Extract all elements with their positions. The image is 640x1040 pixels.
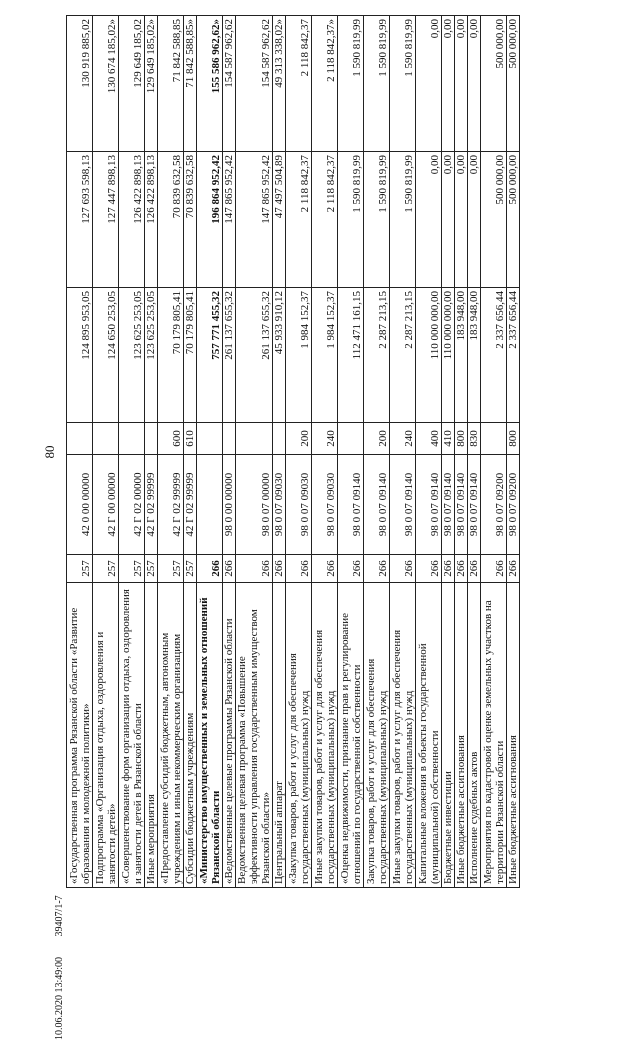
row-amount-year3: 154 587 962,62 <box>223 16 236 152</box>
row-code: 266 <box>312 555 338 583</box>
budget-table <box>66 15 520 888</box>
row-target-article: 42 Г 00 00000 <box>93 455 119 555</box>
row-target-article: 98 0 07 09140 <box>364 455 390 555</box>
row-target-article: 98 0 07 09140 <box>390 455 416 555</box>
row-amount-year2: 127 447 898,13 <box>93 152 119 288</box>
row-amount-year3: 1 590 819,99 <box>338 16 364 152</box>
row-expense-type: 200 <box>286 423 312 455</box>
row-target-article: 98 0 00 00000 <box>223 455 236 555</box>
row-code: 257 <box>67 555 93 583</box>
table-row <box>416 16 442 888</box>
table-row <box>197 16 223 888</box>
row-expense-type: 200 <box>364 423 390 455</box>
row-amount-year3: 71 842 588,85» <box>184 16 197 152</box>
row-amount-year1: 261 137 655,32 <box>223 288 236 423</box>
row-code: 266 <box>364 555 390 583</box>
table-row <box>236 16 273 888</box>
row-expense-type: 800 <box>507 423 520 455</box>
row-target-article: 98 0 07 09140 <box>468 455 481 555</box>
row-amount-year3: 0,00 <box>416 16 442 152</box>
row-expense-type: 600 <box>158 423 184 455</box>
row-name: «Предоставление субсидий бюджетным, автономным учреждениям и иным некоммерческим организациям <box>158 583 184 888</box>
table-row <box>338 16 364 888</box>
row-code: 257 <box>145 555 158 583</box>
row-code: 266 <box>390 555 416 583</box>
table-row <box>442 16 455 888</box>
row-amount-year2: 0,00 <box>468 152 481 288</box>
row-name: Исполнение судебных актов <box>468 583 481 888</box>
footer-doc-id: 39407/1-7 <box>54 895 65 937</box>
row-expense-type <box>273 423 286 455</box>
row-amount-year1: 110 000 000,00 <box>416 288 442 423</box>
row-code: 266 <box>197 555 223 583</box>
row-amount-year1: 2 337 656,44 <box>481 288 507 423</box>
row-amount-year2: 147 865 952,42 <box>223 152 236 288</box>
table-row <box>119 16 145 888</box>
row-name: «Министерство имущественных и земельных отношений Рязанской области <box>197 583 223 888</box>
row-amount-year1: 70 179 805,41 <box>158 288 184 423</box>
row-name: «Ведомственные целевые программы Рязанской области <box>223 583 236 888</box>
row-code: 266 <box>416 555 442 583</box>
row-expense-type <box>223 423 236 455</box>
row-expense-type: 240 <box>390 423 416 455</box>
row-name: Субсидии бюджетным учреждениям <box>184 583 197 888</box>
row-target-article: 42 Г 02 99999 <box>145 455 158 555</box>
row-expense-type: 830 <box>468 423 481 455</box>
table-row <box>455 16 468 888</box>
row-amount-year2: 126 422 898,13 <box>145 152 158 288</box>
row-expense-type: 400 <box>416 423 442 455</box>
row-amount-year1: 123 625 253,05 <box>145 288 158 423</box>
row-name: Закупка товаров, работ и услуг для обеспечения государственных (муниципальных) нужд <box>364 583 390 888</box>
row-amount-year1: 1 984 152,37 <box>286 288 312 423</box>
row-target-article: 42 0 00 00000 <box>67 455 93 555</box>
row-name: «Государственная программа Рязанской области «Развитие образования и молодежной политики» <box>67 583 93 888</box>
row-code: 266 <box>481 555 507 583</box>
row-code: 266 <box>455 555 468 583</box>
row-amount-year1: 2 287 213,15 <box>364 288 390 423</box>
row-name: «Закупка товаров, работ и услуг для обеспечения государственных (муниципальных) нужд <box>286 583 312 888</box>
row-amount-year2: 2 118 842,37 <box>312 152 338 288</box>
row-name: Подпрограмма «Организация отдыха, оздоровления и занятости детей» <box>93 583 119 888</box>
row-expense-type <box>236 423 273 455</box>
row-expense-type: 610 <box>184 423 197 455</box>
row-amount-year1: 70 179 805,41 <box>184 288 197 423</box>
row-expense-type <box>93 423 119 455</box>
row-amount-year1: 183 948,00 <box>455 288 468 423</box>
row-target-article: 42 Г 02 99999 <box>158 455 184 555</box>
table-row <box>273 16 286 888</box>
row-amount-year2: 126 422 898,13 <box>119 152 145 288</box>
row-code: 266 <box>338 555 364 583</box>
row-name: Иные закупки товаров, работ и услуг для обеспечения государственных (муниципальных) нужд <box>390 583 416 888</box>
row-target-article: 98 0 07 09030 <box>273 455 286 555</box>
row-amount-year3: 2 118 842,37» <box>312 16 338 152</box>
row-target-article: 42 Г 02 00000 <box>119 455 145 555</box>
row-amount-year3: 1 590 819,99 <box>364 16 390 152</box>
row-code: 257 <box>184 555 197 583</box>
row-code: 266 <box>442 555 455 583</box>
row-amount-year3: 0,00 <box>468 16 481 152</box>
row-amount-year2: 70 839 632,58 <box>184 152 197 288</box>
row-expense-type <box>119 423 145 455</box>
row-name: Центральный аппарат <box>273 583 286 888</box>
row-name: Иные мероприятия <box>145 583 158 888</box>
row-name: Ведомственная целевая программа «Повышение эффективности управления государственным имуществом Рязанской области» <box>236 583 273 888</box>
row-code: 257 <box>93 555 119 583</box>
row-expense-type <box>481 423 507 455</box>
row-amount-year3: 129 649 185,02» <box>145 16 158 152</box>
table-row <box>390 16 416 888</box>
document-footer <box>54 740 65 1040</box>
row-name: Иные бюджетные ассигнования <box>507 583 520 888</box>
row-target-article: 42 Г 02 99999 <box>184 455 197 555</box>
row-amount-year3: 71 842 588,85 <box>158 16 184 152</box>
row-expense-type: 410 <box>442 423 455 455</box>
row-name: «Совершенствование форм организации отдыха, оздоровления и занятости детей в Рязанской области <box>119 583 145 888</box>
row-amount-year1: 1 984 152,37 <box>312 288 338 423</box>
table-row <box>145 16 158 888</box>
row-name: «Оценка недвижимости, признание прав и регулирование отношений по государственной собственности <box>338 583 364 888</box>
row-amount-year3: 500 000,00 <box>507 16 520 152</box>
table-row <box>507 16 520 888</box>
row-amount-year1: 261 137 655,32 <box>236 288 273 423</box>
row-amount-year2: 70 839 632,58 <box>158 152 184 288</box>
rotated-page-content <box>66 16 520 888</box>
row-code: 266 <box>273 555 286 583</box>
budget-table-body <box>67 16 520 888</box>
row-code: 257 <box>158 555 184 583</box>
row-amount-year3: 500 000,00 <box>481 16 507 152</box>
row-target-article: 98 0 07 09030 <box>312 455 338 555</box>
row-amount-year3: 130 919 885,02 <box>67 16 93 152</box>
row-amount-year3: 155 586 962,62» <box>197 16 223 152</box>
table-row <box>468 16 481 888</box>
row-target-article: 98 0 07 09140 <box>338 455 364 555</box>
row-code: 266 <box>468 555 481 583</box>
row-amount-year2: 0,00 <box>442 152 455 288</box>
row-amount-year3: 0,00 <box>442 16 455 152</box>
row-amount-year2: 1 590 819,99 <box>338 152 364 288</box>
row-amount-year1: 757 771 455,32 <box>197 288 223 423</box>
table-row <box>286 16 312 888</box>
row-amount-year3: 49 313 338,02» <box>273 16 286 152</box>
row-name: Мероприятия по кадастровой оценке земельных участков на территории Рязанской области <box>481 583 507 888</box>
row-expense-type <box>67 423 93 455</box>
row-name: Иные закупки товаров, работ и услуг для обеспечения государственных (муниципальных) нужд <box>312 583 338 888</box>
row-amount-year2: 1 590 819,99 <box>390 152 416 288</box>
row-amount-year1: 123 625 253,05 <box>119 288 145 423</box>
row-amount-year2: 47 497 504,89 <box>273 152 286 288</box>
row-amount-year2: 0,00 <box>455 152 468 288</box>
table-row <box>93 16 119 888</box>
row-amount-year1: 124 650 253,05 <box>93 288 119 423</box>
row-amount-year1: 183 948,00 <box>468 288 481 423</box>
row-target-article: 98 0 07 09140 <box>416 455 442 555</box>
row-code: 257 <box>119 555 145 583</box>
row-amount-year2: 500 000,00 <box>507 152 520 288</box>
row-name: Бюджетные инвестиции <box>442 583 455 888</box>
row-amount-year1: 112 471 161,15 <box>338 288 364 423</box>
row-expense-type: 240 <box>312 423 338 455</box>
footer-timestamp: 10.06.2020 13:49:00 <box>54 956 65 1040</box>
row-target-article: 98 0 07 09030 <box>286 455 312 555</box>
row-amount-year3: 154 587 962,62 <box>236 16 273 152</box>
row-amount-year2: 147 865 952,42 <box>236 152 273 288</box>
row-expense-type <box>145 423 158 455</box>
table-row <box>312 16 338 888</box>
row-amount-year2: 0,00 <box>416 152 442 288</box>
row-code: 266 <box>507 555 520 583</box>
row-amount-year1: 124 895 953,05 <box>67 288 93 423</box>
row-code: 266 <box>286 555 312 583</box>
table-row <box>364 16 390 888</box>
row-amount-year2: 500 000,00 <box>481 152 507 288</box>
row-target-article: 98 0 07 09140 <box>455 455 468 555</box>
row-expense-type <box>197 423 223 455</box>
row-target-article: 98 0 07 09140 <box>442 455 455 555</box>
table-row <box>67 16 93 888</box>
table-row <box>184 16 197 888</box>
row-amount-year2: 2 118 842,37 <box>286 152 312 288</box>
row-code: 266 <box>236 555 273 583</box>
row-amount-year1: 2 337 656,44 <box>507 288 520 423</box>
row-target-article: 98 0 07 09200 <box>481 455 507 555</box>
row-amount-year3: 129 649 185,02 <box>119 16 145 152</box>
row-target-article: 98 0 07 00000 <box>236 455 273 555</box>
row-name: Иные бюджетные ассигнования <box>455 583 468 888</box>
row-amount-year1: 45 933 910,12 <box>273 288 286 423</box>
row-expense-type: 800 <box>455 423 468 455</box>
row-amount-year1: 110 000 000,00 <box>442 288 455 423</box>
row-amount-year3: 0,00 <box>455 16 468 152</box>
row-code: 266 <box>223 555 236 583</box>
table-row <box>223 16 236 888</box>
row-amount-year3: 1 590 819,99 <box>390 16 416 152</box>
table-row <box>481 16 507 888</box>
row-amount-year2: 196 864 952,42 <box>197 152 223 288</box>
row-amount-year1: 2 287 213,15 <box>390 288 416 423</box>
row-amount-year2: 127 693 598,13 <box>67 152 93 288</box>
row-name: Капитальные вложения в объекты государственной (муниципальной) собственности <box>416 583 442 888</box>
row-target-article: 98 0 07 09200 <box>507 455 520 555</box>
row-amount-year3: 130 674 185,02» <box>93 16 119 152</box>
row-target-article <box>197 455 223 555</box>
row-amount-year3: 2 118 842,37 <box>286 16 312 152</box>
table-row <box>158 16 184 888</box>
page-number: 80 <box>42 445 57 459</box>
row-amount-year2: 1 590 819,99 <box>364 152 390 288</box>
row-expense-type <box>338 423 364 455</box>
